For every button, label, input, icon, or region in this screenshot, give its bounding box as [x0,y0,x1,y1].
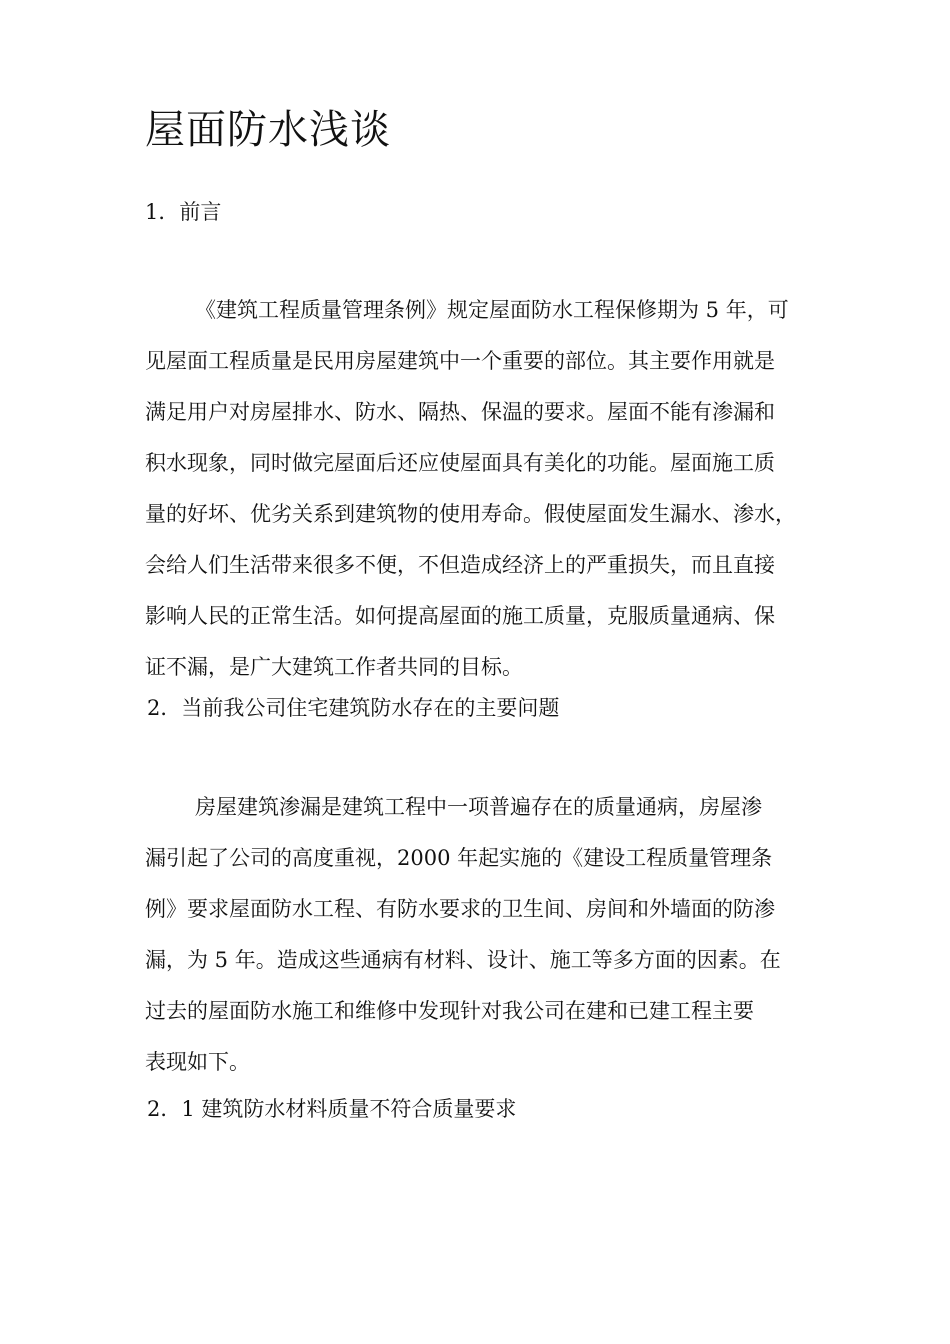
document-title: 屋面防水浅谈 [145,107,391,153]
paragraph-line: 房屋建筑渗漏是建筑工程中一项普遍存在的质量通病，房屋渗 [195,795,762,819]
section-heading-problems: 2．当前我公司住宅建筑防水存在的主要问题 [147,696,560,720]
paragraph-line: 满足用户对房屋排水、防水、隔热、保温的要求。屋面不能有渗漏和 [145,400,775,424]
paragraph-line: 漏引起了公司的高度重视，2000 年起实施的《建设工程质量管理条 [145,846,773,870]
paragraph-line: 会给人们生活带来很多不便，不但造成经济上的严重损失，而且直接 [145,553,775,577]
paragraph-problems [145,782,810,1088]
paragraph-line: 见屋面工程质量是民用房屋建筑中一个重要的部位。其主要作用就是 [145,349,775,373]
paragraph-line: 积水现象，同时做完屋面后还应使屋面具有美化的功能。屋面施工质 [145,451,775,475]
paragraph-line: 证不漏，是广大建筑工作者共同的目标。 [145,655,523,679]
paragraph-preface [145,285,810,693]
paragraph-line: 量的好坏、优劣关系到建筑物的使用寿命。假使屋面发生漏水、渗水， [145,502,796,526]
paragraph-line: 《建筑工程质量管理条例》规定屋面防水工程保修期为 5 年，可 [195,298,789,322]
paragraph-line: 过去的屋面防水施工和维修中发现针对我公司在建和已建工程主要 [145,999,754,1023]
section-heading-materials: 2．1 建筑防水材料质量不符合质量要求 [147,1097,517,1121]
paragraph-line: 影响人民的正常生活。如何提高屋面的施工质量，克服质量通病、保 [145,604,775,628]
section-heading-preface: 1．前言 [145,200,222,224]
paragraph-line: 表现如下。 [145,1050,250,1074]
paragraph-line: 例》要求屋面防水工程、有防水要求的卫生间、房间和外墙面的防渗 [145,897,775,921]
paragraph-line: 漏，为 5 年。造成这些通病有材料、设计、施工等多方面的因素。在 [145,948,781,972]
